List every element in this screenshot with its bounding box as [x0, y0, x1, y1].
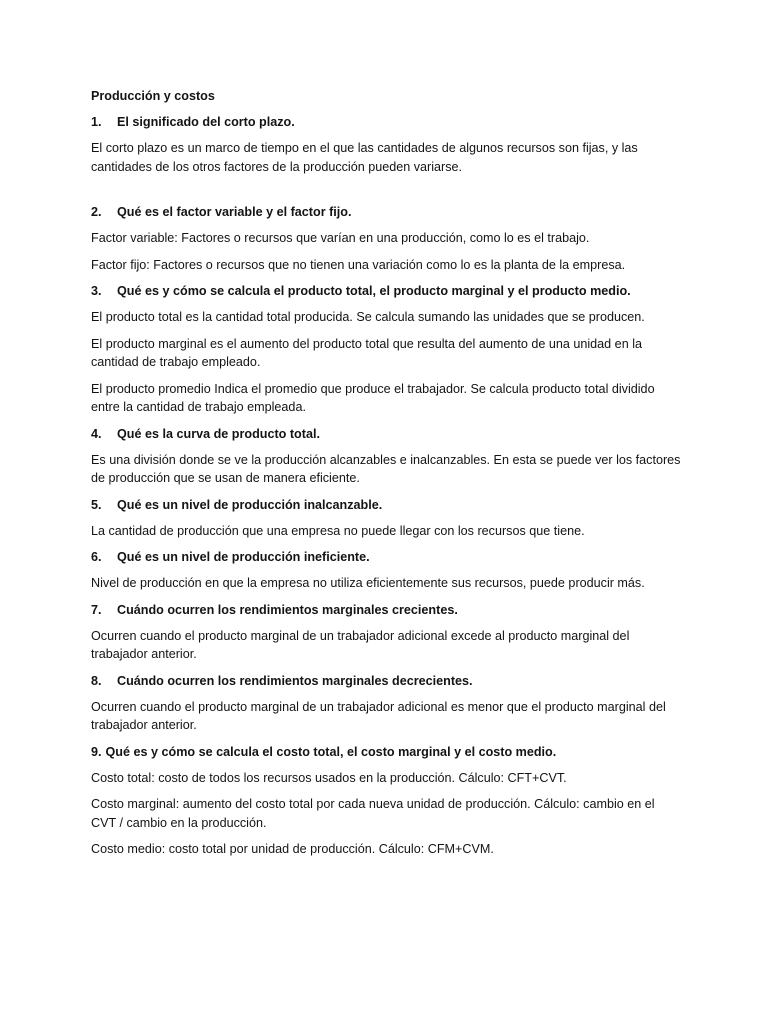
question-heading-3 [91, 282, 681, 301]
question-number: 8. [91, 673, 102, 688]
answer-paragraph: Costo marginal: aumento del costo total por cada nueva unidad de producción. Cálculo: cambio en el CVT / cambio en la producción. [91, 797, 655, 830]
question-text: Qué es un nivel de producción inalcanzable. [117, 497, 383, 512]
answer-paragraph: Costo medio: costo total por unidad de producción. Cálculo: CFM+CVM. [91, 842, 494, 856]
question-number: 7. [91, 602, 102, 617]
question-number: 3. [91, 284, 102, 298]
question-number: 9. [91, 744, 102, 759]
document-page [91, 87, 681, 867]
question-heading-7 [91, 601, 681, 620]
question-text: Cuándo ocurren los rendimientos marginales crecientes. [117, 602, 458, 617]
document-title: Producción y costos [91, 89, 215, 103]
question-text: Qué es y cómo se calcula el producto total, el producto marginal y el producto medio. [117, 284, 631, 298]
answer-paragraph: Es una división donde se ve la producción alcanzables e inalcanzables. En esta se puede ver los factores de producción que se usan de manera eficiente. [91, 452, 681, 485]
answer-paragraph: Nivel de producción en que la empresa no utiliza eficientemente sus recursos, puede producir más. [91, 576, 645, 590]
question-text: Qué es el factor variable y el factor fijo. [117, 205, 352, 219]
answer-paragraph: El producto total es la cantidad total producida. Se calcula sumando las unidades que se producen. [91, 310, 645, 324]
answer-paragraph: Factor variable: Factores o recursos que varían en una producción, como lo es el trabajo. [91, 231, 590, 245]
question-heading-2 [91, 203, 681, 222]
answer-paragraph: Ocurren cuando el producto marginal de un trabajador adicional es menor que el producto marginal del trabajador anterior. [91, 699, 666, 732]
question-heading-6 [91, 548, 681, 567]
answer-paragraph: Costo total: costo de todos los recursos usados en la producción. Cálculo: CFT+CVT. [91, 770, 567, 785]
answer-paragraph: El producto promedio Indica el promedio que produce el trabajador. Se calcula producto total dividido entre la cantidad de trabajo empleada. [91, 381, 655, 414]
answer-paragraph: La cantidad de producción que una empresa no puede llegar con los recursos que tiene. [91, 523, 585, 538]
question-number: 1. [91, 115, 102, 129]
blank-line [91, 184, 681, 203]
answer-paragraph: Factor fijo: Factores o recursos que no tienen una variación como lo es la planta de la empresa. [91, 257, 626, 272]
question-number: 2. [91, 205, 102, 219]
question-number: 4. [91, 426, 102, 441]
question-heading-8 [91, 672, 681, 691]
answer-paragraph: El corto plazo es un marco de tiempo en el que las cantidades de algunos recursos son fijas, y las cantidades de los otros factores de la producción pueden variarse. [91, 141, 638, 174]
question-heading-1 [91, 113, 681, 132]
question-number: 6. [91, 550, 102, 564]
question-heading-9 [91, 743, 681, 762]
question-number: 5. [91, 497, 102, 512]
question-text: Qué es y cómo se calcula el costo total, el costo marginal y el costo medio. [105, 744, 557, 759]
question-text: Qué es la curva de producto total. [117, 426, 320, 441]
question-text: Qué es un nivel de producción ineficiente. [117, 550, 370, 564]
question-text: El significado del corto plazo. [117, 115, 295, 129]
question-text: Cuándo ocurren los rendimientos marginales decrecientes. [117, 673, 473, 688]
answer-paragraph: El producto marginal es el aumento del producto total que resulta del aumento de una unidad en la cantidad de trabajo empleado. [91, 336, 642, 369]
answer-paragraph: Ocurren cuando el producto marginal de un trabajador adicional excede al producto marginal del trabajador anterior. [91, 628, 630, 661]
question-heading-5 [91, 496, 681, 515]
question-heading-4 [91, 425, 681, 444]
